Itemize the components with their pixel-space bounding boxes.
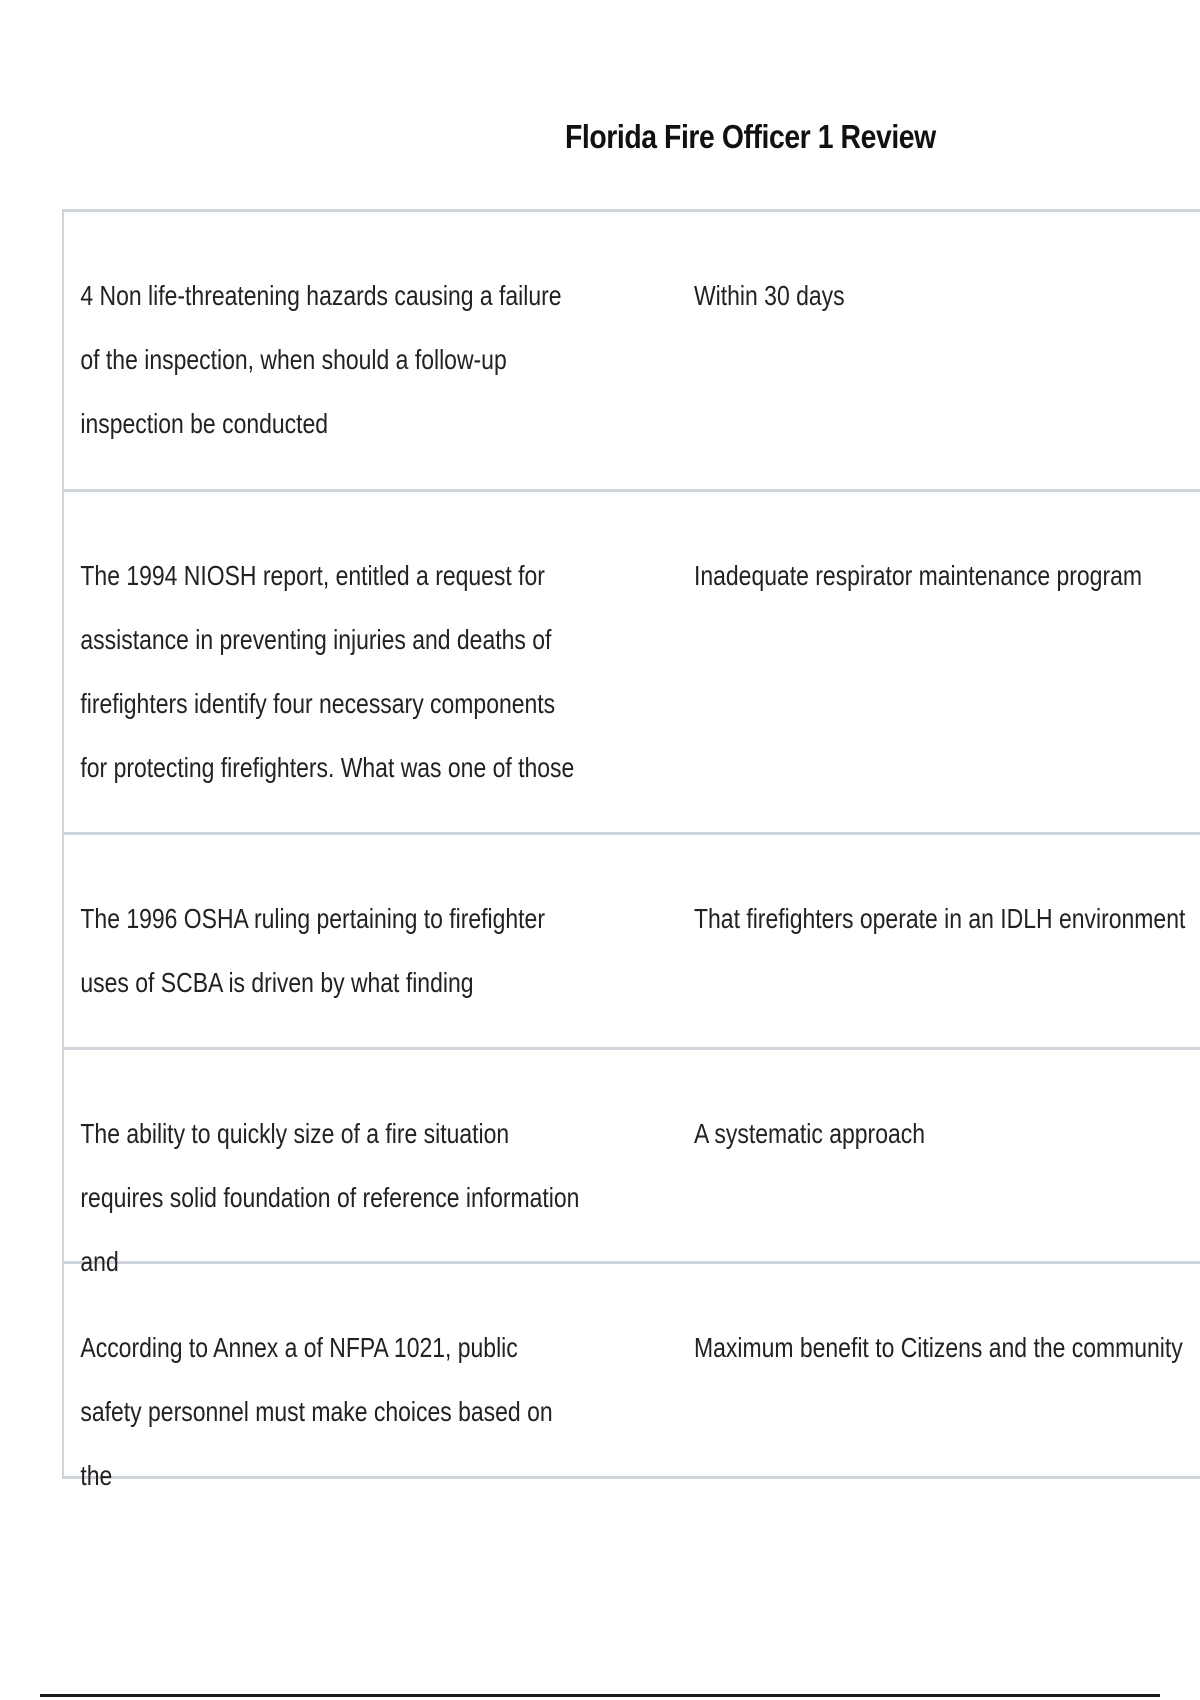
table-row bbox=[64, 492, 1200, 835]
term-text: 4 Non life-threatening hazards causing a failure of the inspection, when should a follow-up inspection be conducted bbox=[80, 280, 562, 439]
table-row bbox=[64, 212, 1200, 492]
definition-cell bbox=[694, 544, 1200, 832]
definition-text: Maximum benefit to Citizens and the community bbox=[694, 1332, 1183, 1363]
term-text: According to Annex a of NFPA 1021, public safety personnel must make choices based on the bbox=[80, 1332, 553, 1491]
term-cell bbox=[64, 264, 581, 489]
definition-cell bbox=[694, 1316, 1200, 1476]
definition-text: Inadequate respirator maintenance program bbox=[694, 560, 1142, 591]
term-cell bbox=[64, 544, 581, 832]
definition-cell bbox=[694, 264, 1200, 489]
term-text: The 1994 NIOSH report, entitled a request for assistance in preventing injuries and deaths of firefighters identify four necessary components for protecting firefighters. What was one of those bbox=[80, 560, 575, 783]
term-text: The 1996 OSHA ruling pertaining to firefighter uses of SCBA is driven by what finding bbox=[80, 903, 545, 998]
definition-text: A systematic approach bbox=[694, 1118, 925, 1149]
table-row bbox=[64, 1264, 1200, 1491]
definition-cell bbox=[694, 1102, 1200, 1261]
flashcard-table bbox=[62, 209, 1200, 1491]
definition-text: Within 30 days bbox=[694, 280, 845, 311]
page-title: Florida Fire Officer 1 Review bbox=[565, 118, 936, 155]
definition-cell bbox=[694, 887, 1200, 1047]
footer-divider bbox=[40, 1694, 1160, 1697]
term-cell bbox=[64, 1102, 581, 1277]
term-text: The ability to quickly size of a fire situation requires solid foundation of reference information and bbox=[80, 1118, 580, 1277]
term-cell bbox=[64, 1316, 581, 1491]
table-row bbox=[64, 835, 1200, 1050]
table-row bbox=[64, 1050, 1200, 1277]
term-cell bbox=[64, 887, 581, 1047]
definition-text: That firefighters operate in an IDLH environment bbox=[694, 903, 1186, 934]
